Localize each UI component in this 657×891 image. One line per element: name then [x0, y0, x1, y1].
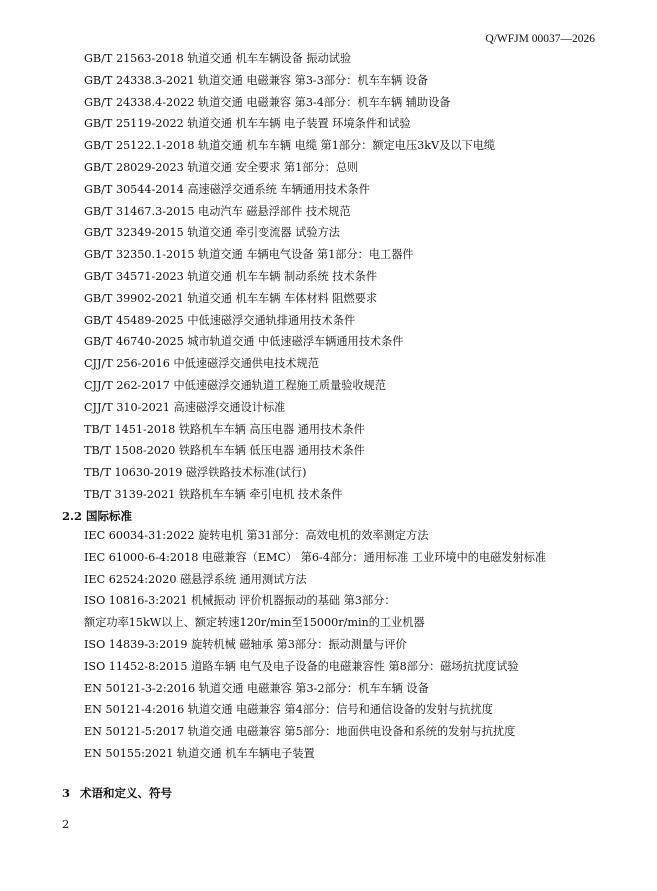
standard-reference-item: IEC 60034-31:2022 旋转电机 第31部分：高效电机的效率测定方法: [84, 529, 429, 542]
standard-reference-item: GB/T 24338.3-2021 轨道交通 电磁兼容 第3-3部分：机车车辆 设备: [84, 73, 429, 87]
standard-reference-item: GB/T 32349-2015 轨道交通 牵引变流器 试验方法: [84, 226, 340, 240]
standard-reference-item: GB/T 24338.4-2022 轨道交通 电磁兼容 第3-4部分：机车车辆 辅助设备: [84, 95, 451, 109]
standard-reference-item: EN 50121-3-2:2016 轨道交通 电磁兼容 第3-2部分：机车车辆 设备: [84, 681, 429, 695]
standard-reference-item: ISO 11452-8:2015 道路车辆 电气及电子设备的电磁兼容性 第8部分：磁场抗扰度试验: [84, 659, 519, 673]
standard-reference-item: IEC 62524:2020 磁悬浮系统 通用测试方法: [84, 572, 307, 586]
standard-reference-item: TB/T 1451-2018 铁路机车车辆 高压电器 通用技术条件: [84, 422, 365, 436]
chapter-heading-3: [62, 785, 172, 801]
standard-reference-item: TB/T 3139-2021 铁路机车车辆 牵引电机 技术条件: [84, 488, 343, 501]
page-number: 2: [62, 817, 70, 831]
standard-reference-item: IEC 61000-6-4:2018 电磁兼容（EMC） 第6-4部分：通用标准 工业环境中的电磁发射标准: [84, 550, 547, 564]
standard-reference-item: GB/T 39902-2021 轨道交通 机车车辆 车体材料 阻燃要求: [84, 291, 378, 305]
chapter-title: 术语和定义、符号: [80, 786, 172, 800]
standard-reference-item: GB/T 32350.1-2015 轨道交通 车辆电气设备 第1部分：电工器件: [84, 248, 414, 262]
standard-reference-item: TB/T 10630-2019 磁浮铁路技术标准(试行): [84, 466, 307, 480]
standard-reference-item: CJJ/T 262-2017 中低速磁浮交通轨道工程施工质量验收规范: [84, 379, 387, 392]
standard-reference-item: 额定功率15kW以上、额定转速120r/min至15000r/min的工业机器: [84, 616, 425, 630]
standard-reference-item: GB/T 31467.3-2015 电动汽车 磁悬浮部件 技术规范: [84, 204, 351, 218]
chapter-number: 3: [62, 786, 71, 800]
standard-reference-item: ISO 10816-3:2021 机械振动 评价机器振动的基础 第3部分：: [84, 594, 396, 608]
standard-reference-item: GB/T 45489-2025 中低速磁浮交通轨排通用技术条件: [84, 313, 356, 327]
section-number: 2.2: [62, 509, 83, 523]
standard-reference-item: TB/T 1508-2020 铁路机车车辆 低压电器 通用技术条件: [84, 444, 365, 458]
section-heading-2-2: [62, 508, 132, 524]
standard-reference-item: GB/T 25119-2022 轨道交通 机车车辆 电子装置 环境条件和试验: [84, 117, 411, 131]
standard-reference-item: GB/T 30544-2014 高速磁浮交通系统 车辆通用技术条件: [84, 182, 370, 196]
standard-reference-item: GB/T 34571-2023 轨道交通 机车车辆 制动系统 技术条件: [84, 270, 378, 283]
standard-reference-item: GB/T 46740-2025 城市轨道交通 中低速磁浮车辆通用技术条件: [84, 335, 404, 349]
standard-reference-item: ISO 14839-3:2019 旋转机械 磁轴承 第3部分：振动测量与评价: [84, 638, 407, 651]
standard-reference-item: CJJ/T 256-2016 中低速磁浮交通供电技术规范: [84, 357, 319, 371]
standard-reference-item: GB/T 21563-2018 轨道交通 机车车辆设备 振动试验: [84, 52, 352, 65]
section-title: 国际标准: [86, 509, 133, 523]
standard-reference-item: GB/T 25122.1-2018 轨道交通 机车车辆 电缆 第1部分：额定电压3kV及以下电缆: [84, 139, 496, 153]
standard-reference-item: GB/T 28029-2023 轨道交通 安全要求 第1部分：总则: [84, 161, 359, 174]
document-code: Q/WFJM 00037—2026: [485, 33, 595, 45]
standard-reference-item: CJJ/T 310-2021 高速磁浮交通设计标准: [84, 400, 286, 414]
standard-reference-item: EN 50121-4:2016 轨道交通 电磁兼容 第4部分：信号和通信设备的发射与抗扰度: [84, 703, 493, 717]
standard-reference-item: EN 50155:2021 轨道交通 机车车辆电子装置: [84, 747, 315, 760]
standard-reference-item: EN 50121-5:2017 轨道交通 电磁兼容 第5部分：地面供电设备和系统的发射与抗扰度: [84, 725, 516, 739]
